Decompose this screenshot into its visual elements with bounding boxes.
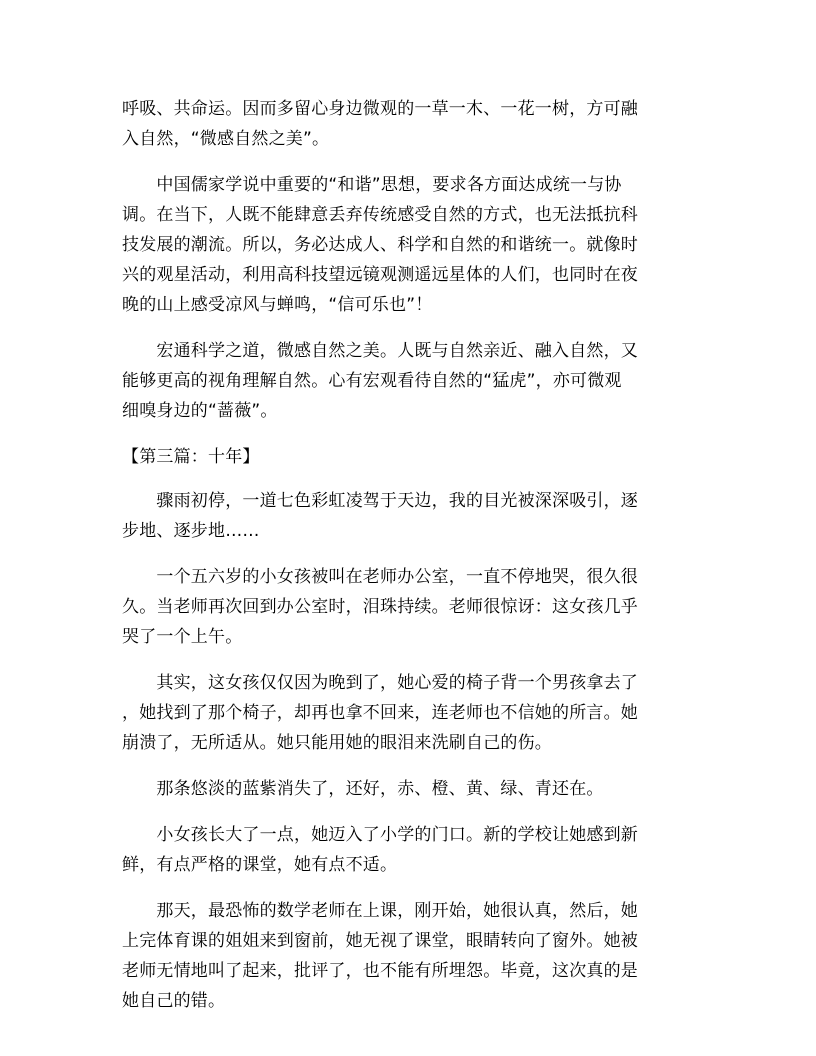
section-paragraph-2 [122, 562, 694, 652]
section-paragraph-3 [122, 668, 694, 758]
text-line: 入自然，“微感自然之美”。 [122, 129, 330, 149]
text-line: 老师无情地叫了起来，批评了，也不能有所埋怨。毕竟，这次真的是 [122, 961, 638, 981]
text-line: 上完体育课的姐姐来到窗前，她无视了课堂，眼睛转向了窗外。她被 [122, 931, 638, 951]
text-line: 细嗅身边的“蔷薇”。 [122, 401, 278, 421]
text-line: 晚的山上感受凉风与蝉鸣，“信可乐也”！ [122, 295, 433, 315]
paragraph-3 [122, 336, 694, 426]
text-line: 步地、逐步地…… [122, 521, 260, 541]
text-line: 兴的观星活动，利用高科技望远镜观测遥远星体的人们，也同时在夜 [122, 265, 638, 285]
text-line: 呼吸、共命运。因而多留心身边微观的一草一木、一花一树，方可融 [122, 99, 638, 119]
text-line: 能够更高的视角理解自然。心有宏观看待自然的“猛虎”，亦可微观 [122, 371, 622, 391]
text-line: 技发展的潮流。所以，务必达成人、科学和自然的和谐统一。就像时 [122, 235, 638, 255]
paragraph-1 [122, 94, 694, 154]
text-line: 其实，这女孩仅仅因为晚到了，她心爱的椅子背一个男孩拿去了 [122, 673, 638, 693]
section-paragraph-1 [122, 486, 694, 546]
text-line: 骤雨初停，一道七色彩虹凌驾于天边，我的目光被深深吸引，逐 [122, 491, 638, 511]
text-line: 她自己的错。 [122, 991, 226, 1011]
text-line: 一个五六岁的小女孩被叫在老师办公室，一直不停地哭，很久很 [122, 567, 638, 587]
section-paragraph-6 [122, 896, 694, 1016]
document-body [122, 94, 694, 1032]
text-line: 中国儒家学说中重要的“和谐”思想，要求各方面达成统一与协 [122, 175, 622, 195]
text-line: 调。在当下，人既不能肆意丢弃传统感受自然的方式，也无法抵抗科 [122, 205, 638, 225]
paragraph-2 [122, 170, 694, 320]
text-line: 小女孩长大了一点，她迈入了小学的门口。新的学校让她感到新 [122, 825, 638, 845]
section-heading: 【第三篇：十年】 [122, 447, 260, 467]
text-line: 那天，最恐怖的数学老师在上课，刚开始，她很认真，然后，她 [122, 901, 638, 921]
text-line: ，她找到了那个椅子，却再也拿不回来，连老师也不信她的所言。她 [122, 703, 638, 723]
section-paragraph-5 [122, 820, 694, 880]
text-line: 崩溃了，无所适从。她只能用她的眼泪来洗刷自己的伤。 [122, 733, 552, 753]
text-line: 宏通科学之道，微感自然之美。人既与自然亲近、融入自然，又 [122, 341, 638, 361]
section-paragraph-4 [122, 774, 694, 804]
text-line: 那条悠淡的蓝紫消失了，还好，赤、橙、黄、绿、青还在。 [122, 779, 604, 799]
text-line: 哭了一个上午。 [122, 627, 243, 647]
text-line: 鲜，有点严格的课堂，她有点不适。 [122, 855, 398, 875]
text-line: 久。当老师再次回到办公室时，泪珠持续。老师很惊讶：这女孩几乎 [122, 597, 638, 617]
